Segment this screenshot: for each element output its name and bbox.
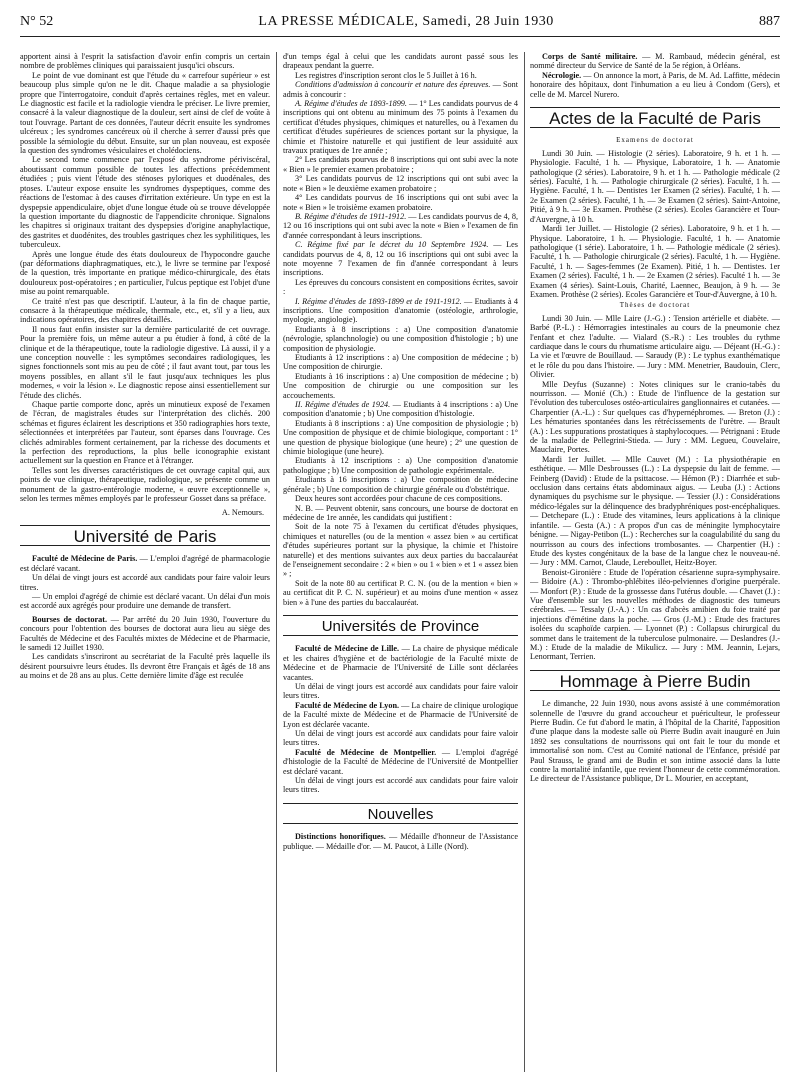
section-heading: Actes de la Faculté de Paris bbox=[530, 107, 780, 128]
paragraph: Il nous faut enfin insister sur la dernière particularité de cet ouvrage. Pour la première fois, un même auteur a pu étudier à fond, à côté de la clinique et de la thérapeutique, toute la radiologie digestive. Là aussi, il y a une conception nouvelle : les symptômes secondaires radiologiques, les signes fonctionnels sont mis au peu de côté ; il faut avant tout, par tous les moyens possibles, en allant s'il le faut jusqu'aux techniques les plus modernes, « voir la lésion ». Le diagnostic repose ainsi essentiellement sur l'étude des clichés. bbox=[20, 324, 270, 400]
item-title: Faculté de Médecine de Lyon. bbox=[295, 700, 400, 710]
section-heading: Universités de Province bbox=[283, 615, 518, 636]
paragraph: Deux heures sont accordées pour chacune de ces compositions. bbox=[295, 494, 503, 504]
paragraph: Les registres d'inscription seront clos le 5 Juillet à 16 h. bbox=[295, 70, 477, 80]
item-text: — On annonce la mort, à Paris, de M. Ad. Laffitte, médecin honoraire des hôpitaux, dont l'inhumation a eu lieu à Condom (Gers), et celle de M. Marcel Nurero. bbox=[530, 70, 780, 99]
paragraph: Etudiants à 8 inscriptions : a) Une composition d'anatomie (névrologie, splanchnologie) ou une composition d'histologie ; b) une composition de physiologie. bbox=[283, 324, 518, 353]
paragraph: Mlle Deyfus (Suzanne) : Notes cliniques sur le cranio-tabès du nourrisson. — Monié (Ch.) : Etude de l'influence de la gestation sur l'évolution des tuberculoses ostéo-articulaires ganglionnaires et cutanées. — Charpentier (A.-L.) : Sur quelques cas d'hypernéphromes. — Breton (J.) : Les hématuries spontanées dans les rétrécissements de l'urètre. — Brault (A.) : Les suppurations prostatiques à staphylocoques. — Pétrignani : Etude de la maladie de Pellegrini-Stieda. — Jury : MM. Legueu, Couvelaire, Mauclaire, Portes. bbox=[530, 379, 780, 455]
paragraph bbox=[283, 297, 518, 325]
subsection-heading: Thèses de doctorat bbox=[619, 301, 691, 310]
paragraph: Lundi 30 Juin. — Mlle Laire (J.-G.) : Tension artérielle et diabète. — Barbé (P.-L.) : Hémorragies intestinales au cours de la pneumonie chez l'enfant et chez l'adulte. — Vialard (S.-R.) : Les troubles du rythme cardiaque dans le cours du rhumatisme articulaire aigu. — Déjeant (H.-G.) : La vie et l'œuvre de Bouillaud. — Saraudy (P.) : Le typhus exanthématique et le rôle du pou dans l'histoire. — Jury : MM. Menetrier, Baudouin, Clerc, Olivier. bbox=[530, 313, 780, 380]
item-text: — La chaire de clinique urologique de la Faculté mixte de Médecine et de Pharmacie de l'Université de Lyon est déclarée vacante. bbox=[283, 700, 518, 729]
text: — Les candidats pourvus de 4, 8, 12 ou 16 inscriptions qui ont subi avec la note moyenne 7 l'examen de fin d'année correspondant à leurs inscriptions. bbox=[283, 240, 518, 278]
author-signature: A. Nemours. bbox=[221, 507, 264, 517]
paragraph: Benoist-Gironière : Etude de l'opération césarienne supra-symphysaire. — Bidoire (A.) : Thrombo-phlébites iléo-pelviennes d'origine puerpérale. — Monfort (P.) : Etude de la grossesse dans l'utérus double. — Chavet (J.) : Vue d'ensemble sur les nouvelles méthodes de diagnostic des tumeurs cérébrales. — Tessaly (J.-A.) : Un cas d'abcès amibien du foie traité par injections d'émétine dans la poche. — Gros (J.-M.) : Etude des fractures isolées du scaphoïde carpien. — Lyonnet (P.) : Collapsus chirurgical du sommet dans le traitement de la tuberculose pulmonaire. — Deslandres (J.-M.) : Etude de la maladie de Mikulicz. — Jury : MM. Jeannin, Lejars, Lenormant, Terrien. bbox=[530, 567, 780, 662]
subsection-heading: Examens de doctorat bbox=[616, 136, 694, 145]
item-text: — L'emploi d'agrégé de pharmacologie est déclaré vacant. bbox=[20, 554, 270, 573]
paragraph: N. B. — Peuvent obtenir, sans concours, une bourse de doctorat en médecine de 1re année, les candidats qui justifient : bbox=[283, 503, 518, 522]
paragraph: Un délai de vingt jours est accordé aux candidats pour faire valoir leurs titres. bbox=[283, 729, 518, 748]
paragraph: Soit de la note 75 à l'examen du certificat d'études physiques, chimiques et naturelles (ou de la mention « assez bien » au certificat d'études supérieures portant sur la physique, la chimie et l'histoire naturelle) et des mentions suivantes aux deux parties du baccalauréat de l'enseignement secondaire : 2 « bien » ou 1 « bien » et 1 « assez bien » ; bbox=[283, 522, 518, 579]
paragraph: Lundi 30 Juin. — Histologie (2 séries). Laboratoire, 9 h. et 1 h. — Physiologie. Faculté, 1 h. — Physique, Laboratoire, 1 h. — Anatomie pathologique (2 séries). Laboratoire, 9 h. et 1 h. — Pathologie médicale (2 séries). Faculté, 1 h. — Pathologie chirurgicale (2 séries). Faculté, 1 h. — Hygiène. Faculté, 1 h. — Dentistes 1er Examen (2 séries). Faculté, 1 h. — 2e Examen (2 séries). Faculté, 1 h. — 3e Examen (2 séries). Saint-Antoine, Pitié, à 9 h. — 3e Examen. Prothèse (2 séries). Ecoles Garancière et Tour-d'Auvergne, à 10 h. bbox=[530, 148, 780, 224]
item-text: — Médaille d'honneur de l'Assistance publique. — Médaille d'or. — M. Paucot, à Lille (Nord). bbox=[283, 832, 518, 851]
item-text: — La chaire de physique médicale et les chaires d'hygiène et de bactériologie de la Faculté mixte de Médecine et de Pharmacie de l'Université de Lille sont déclarées vacantes. bbox=[283, 644, 518, 682]
paragraph: — Un emploi d'agrégé de chimie est déclaré vacant. Un délai d'un mois est accordé aux agrégés pour produire une demande de transfert. bbox=[20, 591, 270, 611]
paragraph: Etudiants à 16 inscriptions : a) Une composition de médecine ; b) Une composition de chirurgie ou une composition sur les accouchements. bbox=[283, 371, 518, 400]
paragraph: 2° Les candidats pourvus de 8 inscriptions qui ont subi avec la note « Bien » le premier examen probatoire ; bbox=[283, 155, 518, 174]
paragraph: Le second tome commence par l'exposé du syndrome périviscéral, aboutissant commun possible de toutes les affections précédemment étudiées ; puis vient l'étude des sténoses pyloriques et duodénales, des ptoses. L'auteur expose ensuite les syndromes dyspeptiques, comme des réactions de l'estomac à des causes d'irritation extérieure. Un type en est la dyspepsie appendiculaire, objet d'une longue étude où se trouve développée la question importante du diagnostic de l'appendicite chronique. Signalons les chapitres si originaux traitant des dyspepsies d'origine anaphylactique, des gastrites et duodénites, des troubles gastriques chez les syphilitiques, les tuberculeux. bbox=[20, 155, 270, 250]
paragraph: d'un temps égal à celui que les candidats auront passé sous les drapeaux pendant la guerre. bbox=[283, 52, 518, 71]
paragraph: Un délai de vingt jours est accordé aux candidats pour faire valoir leurs titres. bbox=[283, 682, 518, 701]
news-item bbox=[20, 615, 270, 653]
page-number-right: 887 bbox=[758, 14, 780, 29]
paragraph: Mardi 1er Juillet. — Mlle Cauvet (M.) : La physiothérapie en esthétique. — Mlle Desbrousses (L.) : La dyspepsie du lait de femme. — Feinberg (David) : Etude de la psittacose. — Hémon (P.) : Diarrhée et sub-occlusion dans certains états abdominaux aigus. — Leuba (J.) : Actions dynamiques du psychisme sur le physique. — Tessier (J.) : Considérations médico-légales sur la délinquence des bradyphréniques post-encéphaliques. — Detchepare (L.) : Etude des vitamines, leurs applications à la clinique infantile. — Gesta (A.) : A propos d'un cas de méningite lymphocytaire bénigne. — Nigay-Petibon (L.) : Recherches sur la coagulabilité du sang du nourrisson au cours des infections trombosantes. — Charpentier (H.) : Etude des kystes congénitaux de la base de la langue chez le nouveau-né. — Jury : MM. Carnot, Claude, Lereboullet, Heitz-Boyer. bbox=[530, 454, 780, 568]
paragraph: 3° Les candidats pourvus de 12 inscriptions qui ont subi avec la note « Bien » le deuxième examen probatoire ; bbox=[283, 174, 518, 193]
paragraph: Etudiants à 12 inscriptions : a) Une composition d'anatomie pathologique ; b) Une composition de pathologie expérimentale. bbox=[283, 456, 518, 475]
paragraph: 4° Les candidats pourvus de 16 inscriptions qui ont subi avec la note « Bien » le troisième examen probatoire. bbox=[283, 193, 518, 212]
subheading: I. Régime d'études de 1893-1899 et de 1911-1912. bbox=[295, 296, 462, 306]
paragraph: Un délai de vingt jours est accordé aux candidats pour faire valoir leurs titres. bbox=[283, 776, 518, 795]
subheading: Conditions d'admission à concourir et nature des épreuves. bbox=[295, 80, 491, 90]
section-heading: Hommage à Pierre Budin bbox=[530, 670, 780, 691]
subheading: B. Régime d'études de 1911-1912. bbox=[295, 211, 407, 221]
paragraph: Ce traité n'est pas que descriptif. L'auteur, à la fin de chaque partie, consacre à la thérapeutique médicale, thermale, etc., et, s'il y a lieu, aux indications opératoires, des chapitres détaillés. bbox=[20, 296, 270, 325]
subheading: A. Régime d'études de 1893-1899. bbox=[295, 99, 407, 109]
column-rule bbox=[276, 52, 277, 1072]
paragraph bbox=[283, 80, 518, 99]
text: — Sont admis à concourir : bbox=[283, 80, 518, 99]
news-item bbox=[283, 748, 518, 776]
text: — Etudiants à 4 inscriptions. Une composition d'anatomie (ostéologie, arthrologie, myologie, angiologie). bbox=[283, 296, 518, 325]
paragraph: Soit de la note 80 au certificat P. C. N. (ou de la mention « bien » au certificat dit P. C. N. supérieur) et au moins d'une mention « assez bien » à l'une des parties du baccalauréat. bbox=[283, 578, 518, 607]
item-text: — Par arrêté du 20 Juin 1930, l'ouverture du concours pour l'obtention des bourses de doctorat aura lieu au siège des Facultés de Médecine et des Facultés mixtes de Médecine et de Pharmacie, le samedi 12 Juillet 1930. bbox=[20, 614, 270, 652]
item-title: Bourses de doctorat. bbox=[32, 614, 107, 624]
paragraph bbox=[283, 400, 518, 419]
subheading: C. Régime fixé par le décret du 10 Septembre 1924. bbox=[295, 240, 489, 250]
column-left bbox=[20, 52, 270, 681]
section-heading: Université de Paris bbox=[20, 525, 270, 546]
paragraph: Etudiants à 12 inscriptions : a) Une composition de médecine ; b) Une composition de chirurgie. bbox=[283, 353, 518, 372]
paragraph: Etudiants à 16 inscriptions : a) Une composition de médecine générale ; b) Une composition de chirurgie générale ou d'obstétrique. bbox=[283, 475, 518, 494]
paragraph: Les épreuves du concours consistent en compositions écrites, savoir : bbox=[283, 277, 518, 297]
journal-title: LA PRESSE MÉDICALE, Samedi, 28 Juin 1930 bbox=[258, 14, 554, 29]
news-item bbox=[530, 52, 780, 71]
paragraph bbox=[283, 212, 518, 240]
item-title: Nécrologie. bbox=[542, 70, 582, 80]
news-item bbox=[283, 701, 518, 729]
paragraph: apportent ainsi à l'esprit la satisfaction d'avoir enfin compris un certain nombre de problèmes cliniques qui paraissaient jusqu'ici obscurs. bbox=[20, 52, 270, 71]
column-right bbox=[530, 52, 780, 784]
page-header bbox=[20, 14, 780, 37]
subheading: II. Régime d'études de 1924. bbox=[295, 400, 391, 410]
text: — Etudiants à 4 inscriptions : a) Une composition d'anatomie ; b) Une composition d'histologie. bbox=[283, 400, 518, 419]
item-title: Faculté de Médecine de Lille. bbox=[295, 644, 400, 654]
page-number-left: N° 52 bbox=[20, 14, 54, 29]
paragraph bbox=[283, 99, 518, 155]
paragraph: Etudiants à 8 inscriptions : a) Une composition de physiologie ; b) Une composition de physique et de chimie biologique, comportant : 1° une question de physique biologique (une heure) ; 2° une question de chimie biologique (une heure). bbox=[283, 418, 518, 457]
paragraph: Le dimanche, 22 Juin 1930, nous avons assisté à une commémoration solennelle de l'œuvre du grand accoucheur et puériculteur, le professeur Pierre Budin. Ce fut d'abord le matin, à l'hôpital de la Charité, l'apposition d'une plaque dans la modeste salle où Pierre Budin avait inauguré en Juin 1892 ses consultations de nourrissons qui ont fait le tour du monde et immortalisé son nom. C'est au Comité national de l'Enfance, présidé par Paul Strauss, le grand ami de Budin et son intime associé dans la lutte contre la mortalité infantile, que revient l'honneur de cette commémoration. Le directeur de l'Assistance publique, Dr L. Mourier, en acceptant, bbox=[530, 699, 780, 784]
paragraph: Chaque partie comporte donc, après un minutieux exposé de l'examen de l'écran, de magistrales études sur l'interprétation des clichés. 200 schémas et figures éclairent les descriptions et 350 radiographies hors texte, sélectionnées et interprétées par l'auteur, sont éparses dans l'ouvrage. Ces clichés admirables forment certainement, par la richesse des documents et la perfection des reproductions, la plus belle iconographie existant actuellement sur la question en France et à l'étranger. bbox=[20, 400, 270, 466]
paragraph: Mardi 1er Juillet. — Histologie (2 séries). Laboratoire, 9 h. et 1 h. — Physique. Laboratoire, 1 h. — Physiologie. Faculté, 1 h. — Anatomie pathologique (1 série). Laboratoire, 1 h. — Pathologie médicale (2 séries). Faculté, 1 h. — Pathologie chirurgicale (2 séries). Faculté, 1 h. — Hygiène. Faculté, 1 h. — Sages-femmes (2e Examen). Pitié, 1 h. — Dentistes. 1er Examen (2 séries). Faculté, 1 h. — 2e Examen (2 séries). Faculté 1 h. — 3e Examen (4 séries). Saint-Louis, Charité, Laennec, Beaujon, à 9 h. — 3e Examen. Prothèse (2 séries). Ecoles Garancière et Tour-d'Auvergne, à 10 h. bbox=[530, 224, 780, 299]
paragraph: Telles sont les diverses caractéristiques de cet ouvrage capital qui, aux points de vue clinique, thérapeutique, radiologique, se présente comme un monument de la gastro-entérologie moderne, « œuvre exceptionnelle », selon les termes mêmes employés par le professeur Gosset dans sa préface. bbox=[20, 465, 270, 504]
item-title: Distinctions honorifiques. bbox=[295, 832, 386, 842]
text: — 1° Les candidats pourvus de 4 inscriptions qui ont obtenu au minimum des 75 points à l'examen du certificat d'études physiques, chimiques et naturelles, ou à l'examen du certificat d'études supérieures de sciences portant sur la physique, la chimie et l'histoire naturelle et qui justifient de leur assiduité aux travaux pratiques de 1re année ; bbox=[283, 99, 518, 156]
news-item bbox=[283, 832, 518, 851]
text: — Les candidats pourvus de 4, 8, 12 ou 16 inscriptions qui ont subi avec la note « Bien » l'examen de fin d'année correspondant à leurs inscriptions. bbox=[283, 211, 518, 240]
paragraph: Le point de vue dominant est que l'étude du « carrefour supérieur » est beaucoup plus simple qu'on ne le dit. Chaque maladie a sa physiologie propre que l'interrogatoire, conduit d'après certaines règles, met en valeur. Le diagnostic est facile et la radiologie viendra le préciser. Le livre premier, consacré à la valeur diagnostique de la douleur, sert ainsi de clef de voûte à tout l'ouvrage. Partant de ces données, l'auteur décrit ensuite les syndromes ulcéreux ; les syndromes cancéreux où il cherche à serrer d'aussi près que possible la sémiologie du début. Ensuite, sur un plan nouveau, est exposée la question des syndromes vésiculaires et cholédociens. bbox=[20, 70, 270, 156]
news-item bbox=[283, 644, 518, 682]
section-heading: Nouvelles bbox=[283, 803, 518, 824]
column-middle bbox=[283, 52, 518, 851]
news-item bbox=[20, 554, 270, 573]
item-text: — L'emploi d'agrégé d'histologie de la Faculté de Médecine de l'Université de Montpellier est déclaré vacant. bbox=[283, 747, 518, 776]
item-title: Faculté de Médecine de Montpellier. bbox=[295, 747, 437, 757]
news-item bbox=[530, 71, 780, 99]
item-title: Faculté de Médecine de Paris. bbox=[32, 554, 138, 564]
column-rule bbox=[524, 52, 525, 1072]
paragraph: Après une longue étude des états douloureux de l'hypocondre gauche (par déformations diaphragmatiques, etc.), le livre se termine par l'exposé de la question, très importante en pratique médico-chirurgicale, des états douloureux post-opératoires ; en particulier, l'ulcus peptique est l'objet d'une mise au point remarquable. bbox=[20, 249, 270, 297]
paragraph bbox=[283, 240, 518, 278]
paragraph: Un délai de vingt jours est accordé aux candidats pour faire valoir leurs titres. bbox=[20, 573, 270, 592]
item-text: — M. Rambaud, médecin général, est nommé directeur du Service de Santé de la 5e région, à Orléans. bbox=[530, 52, 780, 71]
paragraph: Les candidats s'inscriront au secrétariat de la Faculté près laquelle ils désirent poursuivre leurs études. Ils devront être Français et âgés de 18 ans au moins et de 28 ans au plus. Cette dernière limite d'âge est reculée bbox=[20, 652, 270, 681]
item-title: Corps de Santé militaire. bbox=[542, 52, 638, 61]
